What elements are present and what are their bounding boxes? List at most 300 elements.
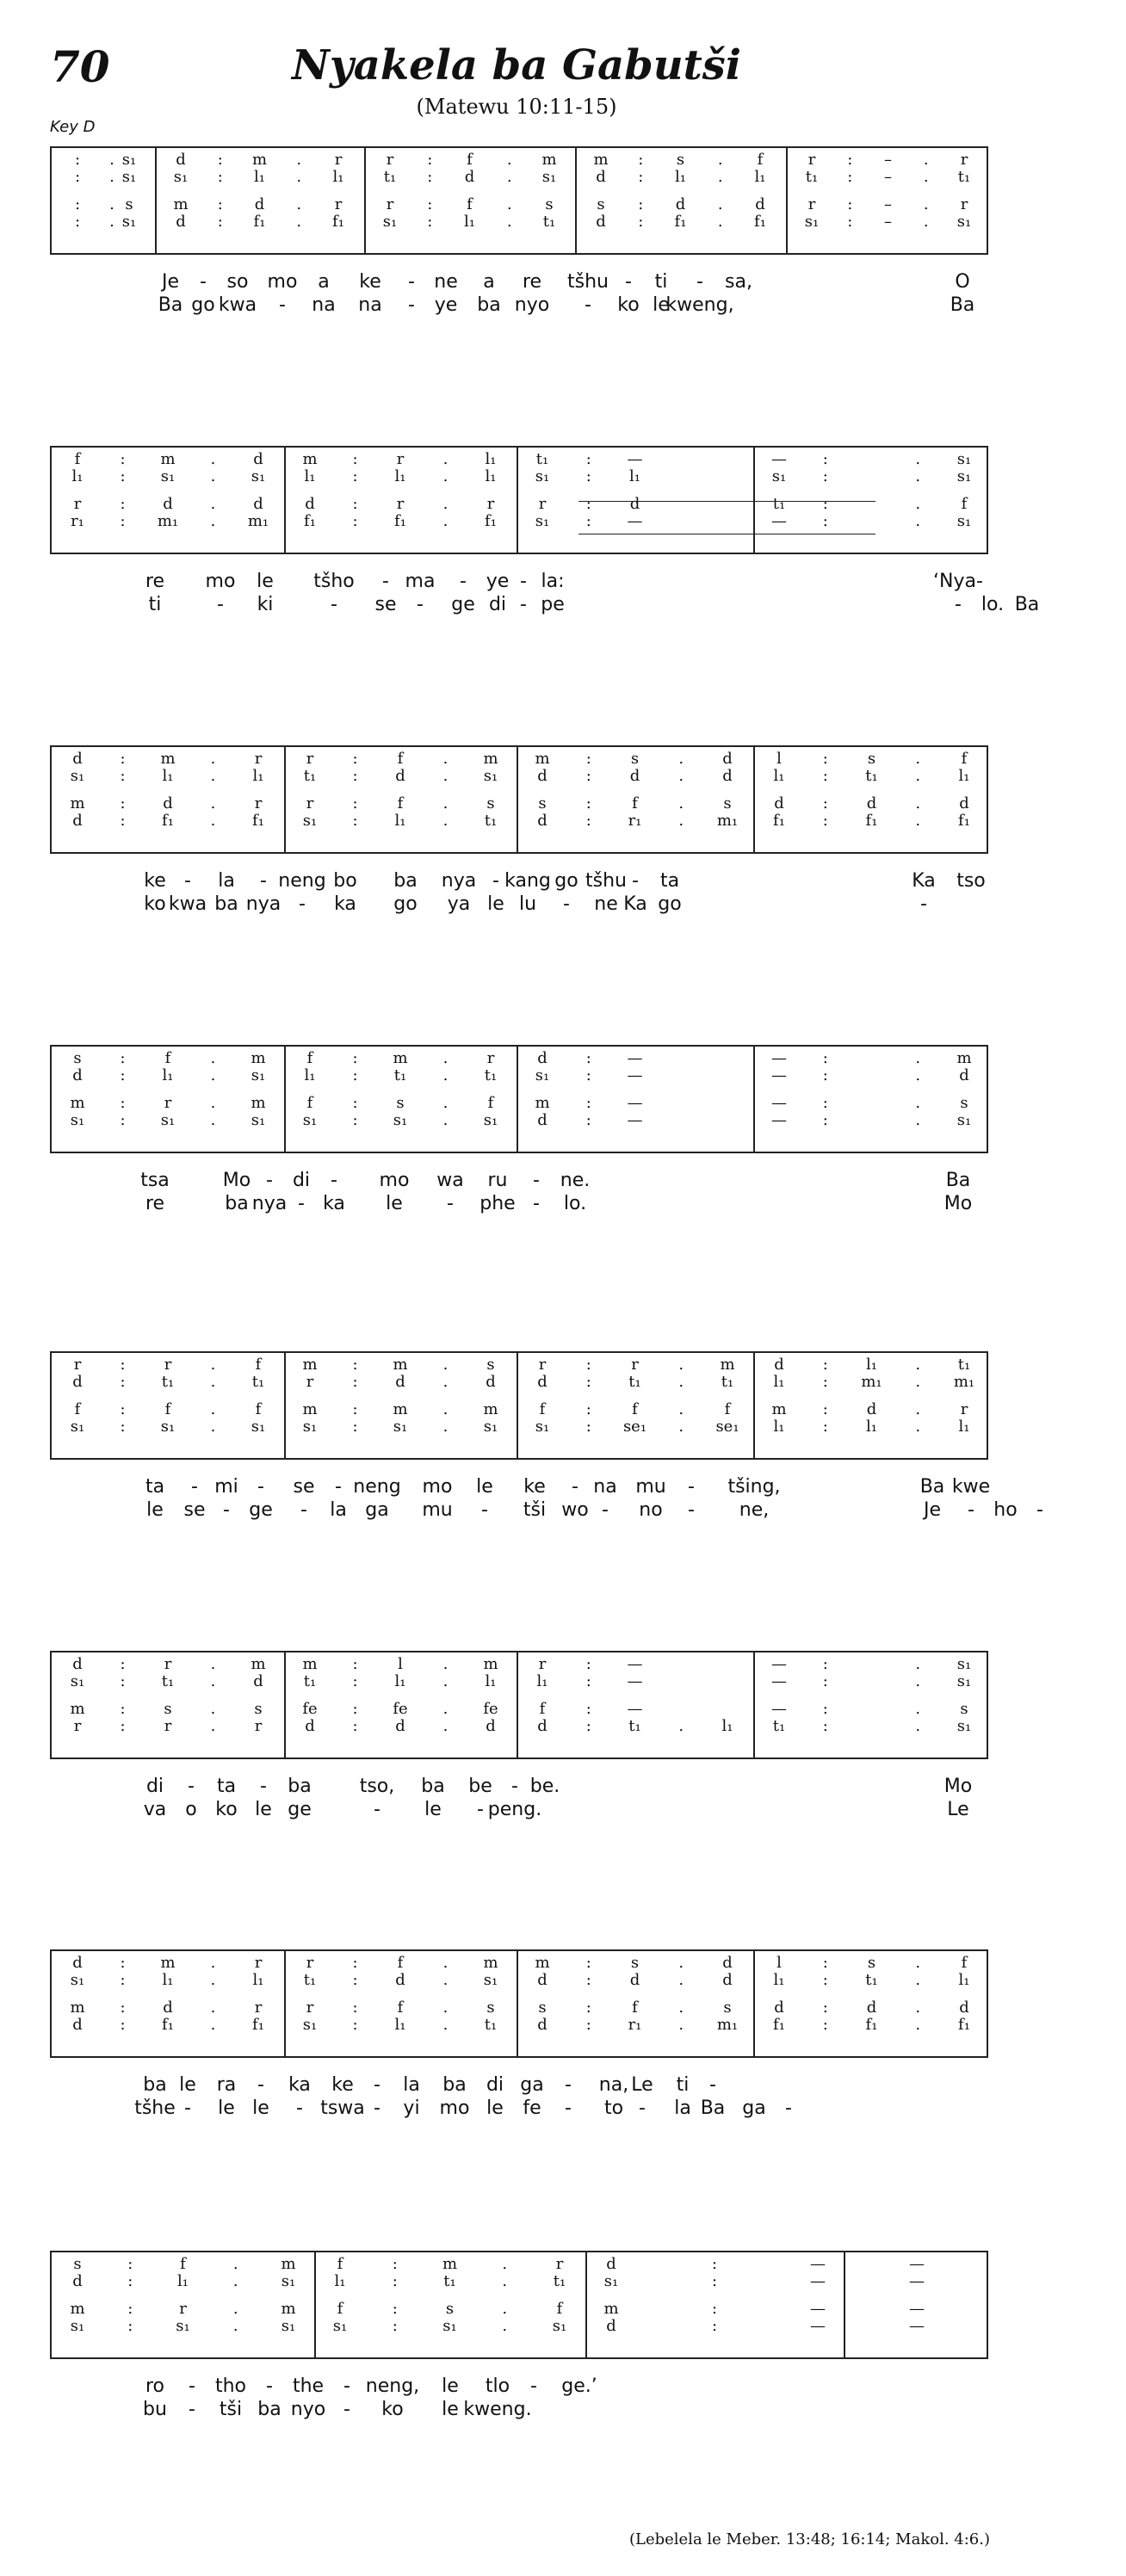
- lyric-syllable: -: [374, 2097, 380, 2119]
- solfa-note: d: [722, 1971, 733, 1989]
- lyric-syllable: ne.: [560, 1170, 591, 1191]
- lyric-syllable: ba: [421, 1776, 445, 1797]
- lyric-syllable: ge: [288, 1799, 312, 1820]
- solfa-note: :: [127, 2300, 133, 2318]
- solfa-note: s₁: [302, 812, 318, 830]
- solfa-note: :: [120, 450, 126, 468]
- lyric-syllable: -: [447, 1193, 454, 1214]
- solfa-note: s₁: [251, 1111, 266, 1129]
- solfa-note: :: [120, 812, 126, 830]
- solfa-note: l₁: [252, 767, 264, 785]
- lyric-syllable: -: [709, 2074, 716, 2096]
- lyric-syllable: la: [218, 870, 235, 892]
- solfa-note: r: [254, 794, 263, 812]
- solfa-note: s: [630, 1954, 640, 1972]
- solfa-note: s₁: [251, 467, 266, 485]
- lyric-syllable: -: [968, 1499, 974, 1521]
- solfa-note: d: [464, 168, 475, 186]
- lyric-syllable: ga: [742, 2097, 766, 2119]
- solfa-note: f: [961, 1954, 968, 1972]
- solfa-note: .: [210, 794, 216, 812]
- lyric-syllable: -: [639, 2097, 646, 2119]
- solfa-note: m: [173, 195, 189, 213]
- solfa-note: .: [210, 495, 216, 513]
- solfa-note: s₁: [302, 1418, 318, 1436]
- lyric-syllable: ba: [257, 2399, 282, 2420]
- solfa-note: f: [632, 1400, 638, 1418]
- solfa-note: :: [585, 1400, 591, 1418]
- lyric-syllable: di: [488, 594, 507, 615]
- solfa-note: l₁: [958, 1418, 970, 1436]
- lyric-syllable: ho: [993, 1499, 1018, 1521]
- solfa-note: :: [392, 2255, 398, 2273]
- solfa-note: r: [164, 1655, 172, 1673]
- lyric-syllable: tswa: [320, 2097, 365, 2119]
- solfa-note: f₁: [773, 812, 785, 830]
- solfa-note: .: [915, 2016, 921, 2034]
- solfa-note: :: [352, 1971, 358, 1989]
- solfa-note: :: [585, 1717, 591, 1735]
- solfa-note: l₁: [721, 1717, 733, 1735]
- solfa-note: :: [822, 450, 828, 468]
- solfa-note: m: [956, 1049, 972, 1067]
- solfa-note: .: [915, 1356, 921, 1374]
- tie-line: [578, 1757, 875, 1758]
- solfa-note: t₁: [865, 1971, 878, 1989]
- solfa-note: s₁: [804, 213, 820, 231]
- solfa-note: d: [537, 1717, 548, 1735]
- solfa-note: .: [678, 1373, 684, 1391]
- lyric-syllable: ti: [148, 594, 162, 615]
- lyric-syllable: ti: [654, 271, 668, 293]
- solfa-note: s₁: [70, 2317, 85, 2335]
- lyric-syllable: ta: [145, 1476, 165, 1498]
- solfa-note: l₁: [958, 1971, 970, 1989]
- solfa-note: :: [711, 2272, 718, 2290]
- lyric-syllable: Ba: [950, 294, 975, 316]
- solfa-note: :: [585, 450, 591, 468]
- solfa-note: :: [822, 1094, 828, 1112]
- solfa-note: d: [253, 1672, 263, 1690]
- solfa-note: f: [397, 1998, 404, 2017]
- solfa-note: r: [386, 195, 394, 213]
- solfa-note: .: [915, 1066, 921, 1084]
- solfa-note: :: [74, 213, 81, 231]
- key-signature: Key D: [50, 118, 96, 136]
- music-system: [50, 1045, 988, 1153]
- lyric-syllable: le: [257, 571, 274, 592]
- lyric-syllable: la: [330, 1499, 347, 1521]
- lyric-syllable: -: [223, 1499, 230, 1521]
- solfa-note: :: [127, 2272, 133, 2290]
- solfa-note: f: [757, 151, 764, 169]
- solfa-note: f: [397, 750, 404, 768]
- solfa-note: d: [395, 1717, 405, 1735]
- solfa-note: d: [606, 2255, 616, 2273]
- lyric-syllable: mu: [422, 1499, 453, 1521]
- lyric-syllable: go: [191, 294, 215, 316]
- solfa-note: d: [72, 750, 83, 768]
- solfa-note: t₁: [161, 1373, 175, 1391]
- lyric-syllable: the: [292, 2375, 325, 2397]
- solfa-note: :: [427, 213, 433, 231]
- solfa-note: —: [810, 2300, 826, 2318]
- solfa-note: m: [483, 1954, 498, 1972]
- lyric-syllable: Ba: [700, 2097, 726, 2119]
- solfa-note: :: [847, 151, 853, 169]
- solfa-note: .: [678, 1717, 684, 1735]
- solfa-note: .: [442, 750, 449, 768]
- solfa-note: s₁: [956, 1672, 972, 1690]
- solfa-note: —: [810, 2317, 826, 2335]
- lyric-syllable: Mo: [943, 1776, 973, 1797]
- solfa-note: .: [442, 1700, 449, 1718]
- solfa-note: s₁: [121, 213, 137, 231]
- lyric-syllable: -: [374, 1799, 380, 1820]
- solfa-note: :: [392, 2317, 398, 2335]
- solfa-note: .: [678, 2016, 684, 2034]
- solfa-note: :: [822, 1717, 828, 1735]
- solfa-note: d: [596, 213, 606, 231]
- solfa-note: r: [164, 1717, 172, 1735]
- solfa-note: f₁: [252, 2016, 264, 2034]
- solfa-note: l₁: [754, 168, 766, 186]
- solfa-note: .: [915, 1418, 921, 1436]
- hymn-number: 70: [50, 41, 110, 92]
- solfa-note: .: [915, 1700, 921, 1718]
- solfa-note: f₁: [958, 812, 970, 830]
- solfa-note: m: [70, 1700, 85, 1718]
- solfa-note: d: [537, 2016, 548, 2034]
- solfa-note: —: [771, 1094, 787, 1112]
- solfa-note: s₁: [442, 2317, 457, 2335]
- solfa-note: s: [486, 1998, 495, 2017]
- solfa-note: t₁: [303, 1672, 317, 1690]
- lyric-syllable: Ka: [623, 893, 647, 915]
- solfa-note: .: [502, 2317, 508, 2335]
- solfa-note: .: [915, 512, 921, 530]
- lyric-syllable: tsa: [140, 1170, 170, 1191]
- solfa-note: :: [585, 767, 591, 785]
- lyric-syllable: lo.: [981, 594, 1005, 615]
- solfa-note: d: [72, 2272, 83, 2290]
- solfa-note: :: [822, 1373, 828, 1391]
- solfa-note: r: [960, 1400, 968, 1418]
- lyric-syllable: tlo: [485, 2375, 510, 2397]
- solfa-note: s: [960, 1700, 968, 1718]
- lyric-syllable: mo: [422, 1476, 453, 1498]
- solfa-note: :: [120, 1655, 126, 1673]
- solfa-note: l₁: [958, 767, 970, 785]
- lyric-syllable: -: [533, 1193, 540, 1214]
- solfa-note: .: [678, 812, 684, 830]
- solfa-note: s: [676, 151, 685, 169]
- solfa-note: f₁: [252, 812, 264, 830]
- solfa-note: :: [585, 1655, 591, 1673]
- solfa-note: :: [638, 151, 644, 169]
- solfa-note: s₁: [281, 2317, 296, 2335]
- solfa-note: .: [915, 1111, 921, 1129]
- solfa-note: f₁: [253, 213, 266, 231]
- solfa-note: d: [253, 495, 263, 513]
- lyric-syllable: -: [343, 2375, 350, 2397]
- lyric-syllable: ba: [477, 294, 501, 316]
- lyric-syllable: ke: [359, 271, 381, 293]
- lyric-syllable: di: [486, 2074, 504, 2096]
- solfa-note: s₁: [483, 1111, 498, 1129]
- solfa-note: .: [442, 512, 449, 530]
- lyric-syllable: neng,: [365, 2375, 420, 2397]
- solfa-note: r₁: [628, 812, 642, 830]
- lyric-syllable: le: [252, 2097, 269, 2119]
- solfa-note: l₁: [866, 1356, 877, 1374]
- lyric-syllable: sa,: [725, 271, 752, 293]
- lyric-syllable: ya: [447, 893, 471, 915]
- solfa-note: :: [427, 168, 433, 186]
- solfa-note: s₁: [160, 1418, 176, 1436]
- solfa-note: .: [210, 1400, 216, 1418]
- solfa-note: :: [822, 1672, 828, 1690]
- lyric-syllable: -: [460, 571, 467, 592]
- solfa-note: f₁: [304, 512, 316, 530]
- lyric-syllable: -: [955, 594, 962, 615]
- lyric-syllable: -: [520, 571, 527, 592]
- lyric-syllable: -: [331, 594, 337, 615]
- solfa-note: m: [541, 151, 557, 169]
- solfa-note: :: [352, 794, 358, 812]
- lyric-syllable: -: [477, 1799, 484, 1820]
- solfa-note: :: [120, 1373, 126, 1391]
- solfa-note: t₁: [383, 168, 397, 186]
- solfa-note: r: [960, 195, 968, 213]
- solfa-note: .: [506, 168, 512, 186]
- lyric-syllable: -: [335, 1476, 342, 1498]
- solfa-note: r: [631, 1356, 639, 1374]
- solfa-note: l₁: [394, 467, 406, 485]
- solfa-note: m: [251, 1094, 266, 1112]
- solfa-note: d: [72, 812, 83, 830]
- solfa-note: s₁: [535, 512, 550, 530]
- lyric-syllable: nya: [441, 870, 477, 892]
- solfa-note: d: [537, 767, 548, 785]
- solfa-note: l: [776, 1954, 782, 1972]
- solfa-note: .: [502, 2255, 508, 2273]
- lyric-syllable: ke: [144, 870, 166, 892]
- solfa-note: .: [210, 467, 216, 485]
- solfa-note: .: [442, 812, 449, 830]
- lyric-syllable: -: [331, 1170, 337, 1191]
- solfa-note: .: [210, 1418, 216, 1436]
- solfa-note: :: [120, 1954, 126, 1972]
- solfa-note: :: [585, 1700, 591, 1718]
- solfa-note: m: [251, 151, 268, 169]
- solfa-note: f: [255, 1356, 262, 1374]
- solfa-note: :: [352, 450, 358, 468]
- solfa-note: m: [251, 1655, 266, 1673]
- solfa-note: .: [210, 1049, 216, 1067]
- solfa-note: d: [72, 1954, 83, 1972]
- lyric-syllable: le: [653, 294, 670, 316]
- lyric-syllable: Ba: [1014, 594, 1040, 615]
- solfa-note: .: [442, 450, 449, 468]
- solfa-note: d: [675, 195, 686, 213]
- solfa-note: m₁: [953, 1373, 975, 1391]
- lyric-syllable: -: [785, 2097, 792, 2119]
- lyric-syllable: mo: [205, 571, 236, 592]
- solfa-note: .: [915, 767, 921, 785]
- solfa-note: —: [627, 1049, 643, 1067]
- solfa-note: :: [585, 1418, 591, 1436]
- solfa-note: —: [627, 1066, 643, 1084]
- solfa-note: :: [217, 213, 223, 231]
- lyric-syllable: -: [260, 1776, 267, 1797]
- solfa-note: :: [585, 512, 591, 530]
- lyric-syllable: ba: [143, 2074, 167, 2096]
- solfa-note: .: [915, 1655, 921, 1673]
- solfa-note: :: [352, 1954, 358, 1972]
- solfa-note: t₁: [303, 767, 317, 785]
- lyric-syllable: -: [217, 594, 224, 615]
- solfa-note: t₁: [484, 1066, 498, 1084]
- lyric-syllable: -: [266, 2375, 273, 2397]
- lyric-syllable: -: [565, 2097, 572, 2119]
- lyric-syllable: na: [593, 1476, 617, 1498]
- lyric-syllable: wo: [561, 1499, 589, 1521]
- solfa-note: t₁: [805, 168, 819, 186]
- lyric-syllable: le: [442, 2375, 459, 2397]
- solfa-note: :: [74, 195, 81, 213]
- solfa-note: s₁: [302, 2016, 318, 2034]
- lyric-syllable: Mo: [943, 1193, 973, 1214]
- solfa-note: m: [603, 2300, 619, 2318]
- solfa-note: :: [822, 1971, 828, 1989]
- lyric-syllable: ko: [617, 294, 640, 316]
- lyric-syllable: -: [189, 2399, 195, 2420]
- solfa-note: fe: [483, 1700, 498, 1718]
- solfa-note: r: [538, 1655, 547, 1673]
- solfa-note: :: [352, 1400, 358, 1418]
- solfa-note: –: [884, 195, 892, 213]
- lyric-syllable: -: [191, 1476, 198, 1498]
- solfa-note: s₁: [483, 767, 498, 785]
- lyric-syllable: -: [563, 893, 570, 915]
- lyric-syllable: mo: [379, 1170, 410, 1191]
- solfa-note: m: [70, 794, 85, 812]
- solfa-note: s: [960, 1094, 968, 1112]
- solfa-note: .: [915, 1717, 921, 1735]
- solfa-note: :: [120, 1094, 126, 1112]
- lyric-syllable: ne,: [739, 1499, 770, 1521]
- lyric-syllable: peng.: [487, 1799, 542, 1820]
- lyric-syllable: la:: [541, 571, 565, 592]
- solfa-note: se₁: [715, 1418, 739, 1436]
- solfa-note: s₁: [70, 1672, 85, 1690]
- solfa-note: :: [585, 794, 591, 812]
- solfa-note: :: [427, 151, 433, 169]
- solfa-note: s₁: [535, 467, 550, 485]
- solfa-note: s₁: [483, 1418, 498, 1436]
- solfa-note: r: [960, 151, 968, 169]
- lyric-syllable: -: [602, 1499, 609, 1521]
- lyric-syllable: tšhu: [585, 870, 627, 892]
- solfa-note: f: [487, 1094, 494, 1112]
- solfa-note: d: [305, 495, 315, 513]
- solfa-note: s₁: [332, 2317, 348, 2335]
- solfa-note: —: [627, 1700, 643, 1718]
- lyric-syllable: -: [533, 1170, 540, 1191]
- solfa-note: :: [847, 195, 853, 213]
- lyric-syllable: kweng.: [463, 2399, 532, 2420]
- solfa-note: d: [176, 213, 186, 231]
- solfa-note: :: [120, 467, 126, 485]
- lyric-syllable: la: [403, 2074, 420, 2096]
- solfa-note: :: [847, 168, 853, 186]
- solfa-note: d: [72, 2016, 83, 2034]
- solfa-note: r: [254, 1998, 263, 2017]
- solfa-note: .: [296, 151, 302, 169]
- solfa-note: s₁: [956, 1717, 972, 1735]
- solfa-note: .: [210, 1356, 216, 1374]
- solfa-note: :: [120, 1717, 126, 1735]
- lyric-syllable: ye: [486, 571, 510, 592]
- lyric-syllable: le: [218, 2097, 235, 2119]
- solfa-note: d: [629, 1971, 640, 1989]
- solfa-note: —: [627, 1111, 643, 1129]
- lyric-syllable: bu: [143, 2399, 167, 2420]
- lyric-syllable: ye: [434, 294, 458, 316]
- lyric-syllable: ma: [405, 571, 436, 592]
- lyric-syllable: le: [487, 893, 504, 915]
- solfa-note: f: [337, 2255, 343, 2273]
- solfa-note: :: [585, 1356, 591, 1374]
- solfa-note: f₁: [754, 213, 766, 231]
- solfa-note: :: [822, 1954, 828, 1972]
- lyric-syllable: -: [511, 1776, 518, 1797]
- solfa-note: r: [254, 1954, 263, 1972]
- solfa-note: :: [120, 512, 126, 530]
- solfa-note: .: [502, 2272, 508, 2290]
- lyric-syllable: be: [468, 1776, 492, 1797]
- solfa-note: l₁: [485, 467, 497, 485]
- solfa-note: —: [909, 2255, 925, 2273]
- solfa-note: .: [915, 1373, 921, 1391]
- lyric-syllable: a: [318, 271, 330, 293]
- solfa-note: d: [722, 767, 733, 785]
- solfa-note: l₁: [464, 213, 475, 231]
- solfa-note: l₁: [304, 1066, 316, 1084]
- solfa-note: –: [884, 151, 892, 169]
- solfa-note: .: [915, 750, 921, 768]
- lyric-syllable: a: [483, 271, 495, 293]
- lyric-syllable: ge: [249, 1499, 273, 1521]
- lyric-syllable: ka: [334, 893, 356, 915]
- solfa-note: m: [160, 750, 176, 768]
- solfa-note: s₁: [541, 168, 557, 186]
- solfa-note: d: [722, 750, 733, 768]
- solfa-note: :: [585, 1373, 591, 1391]
- scripture-reference: (Matewu 10:11-15): [416, 95, 617, 119]
- solfa-note: f₁: [332, 213, 344, 231]
- lyric-syllable: -: [299, 893, 306, 915]
- lyric-syllable: go: [554, 870, 578, 892]
- solfa-note: .: [915, 1971, 921, 1989]
- solfa-note: .: [678, 750, 684, 768]
- solfa-note: :: [352, 1111, 358, 1129]
- lyric-syllable: na,: [598, 2074, 629, 2096]
- solfa-note: .: [296, 195, 302, 213]
- solfa-note: fe: [393, 1700, 408, 1718]
- lyric-syllable: -: [417, 594, 424, 615]
